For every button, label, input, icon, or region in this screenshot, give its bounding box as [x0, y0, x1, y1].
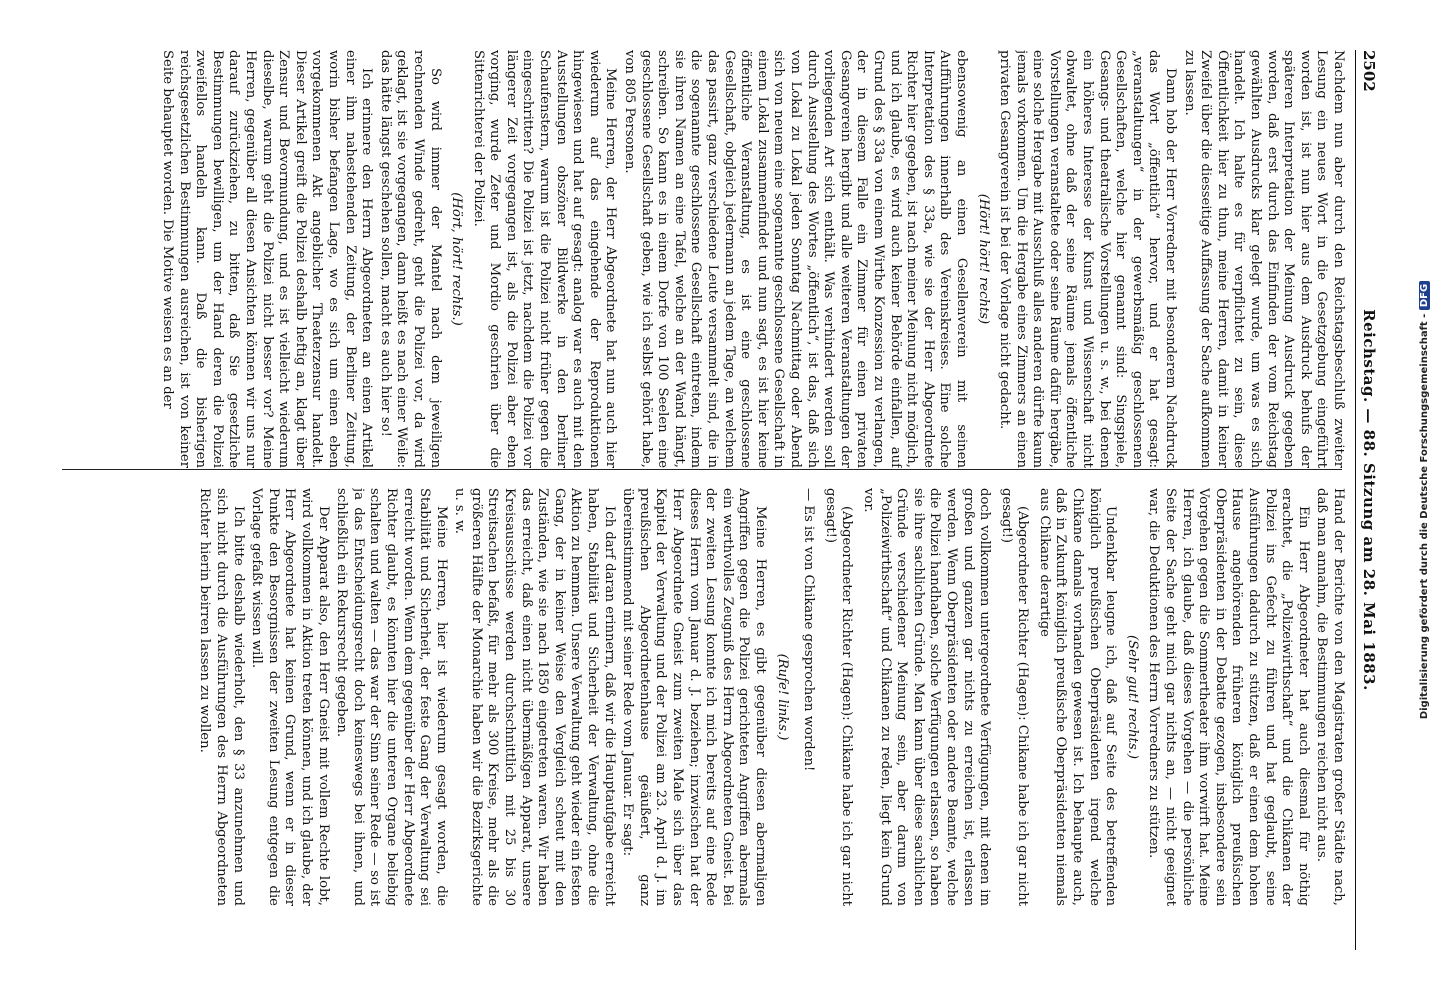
- block-quote: Ich darf daran erinnern, daß wir die Hauptaufgabe erreicht haben, Stabilität und Sicherheit der Verwaltung, ohne die Aktion zu hemmen. Unsere Verwaltung geht wieder ein festen Gang, der in keiner Weise den Vergleich scheut mit den Zuständen, wie sie nach 1850 eingetreten waren. Wir haben das erreicht, daß einen nicht übermäßigen Apparat, unsere Kreisausschüsse werden durchschnittlich mit 25 bis 30 Streitsachen befaßt, für mehr als 300 Kreise, mehr als die größeren Hälfte der Monarchie haben wir die Bezirksgerichte u. s. w.: [452, 488, 617, 906]
- paragraph: Undenkbar leugne ich, daß auf Seite des betreffenden königlich preußischen Oberpräsidenten irgend welche Chikane damals vorhanden gewesen ist. Ich behaupte auch, daß in Zukunft königlich preußische Oberpräsidenten niemals aus Chikane derartige: [1036, 488, 1119, 906]
- paragraph: Dann hob der Herr Vorredner mit besonderem Nachdruck das Wort „öffentlich“ hervor, und er hat gesagt: „veranstaltungen“ in der gewerbsmäßig geschlossenen Gesellschaften, welche hier genannt sind: Singspiele, Gesangs- und theatralische Vorstellungen u. s. w., bei denen ein höheres Interesse der Kunst und Wissenschaft nicht obwaltet, ohne daß der seine Räume jemals öffentliche Vorstellungen veranstaltete oder seine Räume dafür hergäbe, eine solche Hergabe mit Ausschluß alles anderen dürfte kaum jemals vorkommen. Um die Hergabe eines Zimmers an einen privaten Gesangverein ist bei der Vorlage nicht gedacht.: [997, 50, 1179, 468]
- interjection: (Rufe! links.): [774, 653, 790, 741]
- interjection: (Hört! hört! rechts): [975, 193, 991, 325]
- interjection: (Hört, hört! rechts.): [449, 192, 465, 326]
- page-number: 2502: [1360, 50, 1378, 92]
- header-rule: [1355, 50, 1356, 950]
- paragraph: Ein Herr Abgeordneter hat auch diesmal für nöthig erachtet, die „Polizeiwirthschaft“ und die Chikanen der Polizei ins Gefecht zu führen und hat geglaubt, seine Ausführungen dadurch zu stützen, daß er einen dem hohen Hause angehörenden früheren königlich preußischen Oberpräsidenten in der Debatte gezogen, insbesondere sein Vorgehen gegen die Sommertheater ihm vorwirft hat. Meine Herren, ich glaube, daß dieses Vorgehen — die persönliche Seite der Sache geht mich gar nichts an, — nicht geeignet war, die Deduktionen des Herrn Vorredners zu stützen.: [1146, 488, 1311, 906]
- paragraph: ebensowenig an einen Gesellenverein mit seinen Aufführungen innerhalb des Vereinskreises. Eine solche Interpretation des § 33a, wie sie der Herr Abgeordnete Richter hier gegeben, ist nach meiner Meinung nicht möglich, und ich glaube, es wird auch keiner Behörde einfallen, auf Grund des § 33a von einem Wirthe Konzession zu verlangen, der in diesem Falle ein Zimmer für einen privaten Gesangverein hergibt und alle weiteren Veranstaltungen der vorliegenden Art sich enthält. Was verhindert werden soll durch Ausstellung des Wortes „öffentlich“, ist das, daß sich von Lokal zu Lokal jeden Sonntag Nachmittag oder Abend sich von neuem eine sogenannte geschlossene Gesellschaft in einem Lokal zusammenfindet und nun sagt, es ist hier keine öffentliche Veranstaltung, es ist eine geschlossene Gesellschaft, obgleich jedermann an jedem Tage, an welchem das passirt, ganz verschiedene Leute versammelt sind, die in die sogenannte geschlossene Gesellschaft eintreten, indem sie ihren Namen an eine Tafel, welche an der Wand hängt, schreiben. So kann es in einem Dorfe von 100 Seelen eine geschlossene Gesellschaft geben, wie ich selbst gehört habe, von 805 Personen.: [622, 50, 969, 468]
- left-column: [56, 50, 1346, 468]
- dfg-funding-label: [1417, 0, 1432, 1000]
- paragraph: Nachdem nun aber durch den Reichstagsbeschluß zweiter Lesung ein neues Wort in die Gesetzgebung eingeführt worden ist, ist nun hier aus dem Ausdruck behufs der späteren Interpretation der Meinung Ausdruck gegeben worden, daß erst durch das Einfinden der vom Reichstag gewählten Ausdrucks klar gelegt wurde, um was es sich handelt. Ich halte es für verpflichtet zu sein, diese Öffentlichkeit hier zu thun, meine Herren, damit in keiner Zweifel über die diesseitige Auffassung der Sache aufkommen zu lassen.: [1181, 50, 1346, 468]
- running-title: Reichstag. — 88. Sitzung am 28. Mai 1883.: [1360, 309, 1378, 691]
- paragraph: Ich bitte deshalb wiederholt, den § 33 anzunehmen und sich nicht durch die Ausführungen des Herrn Abgeordneten Richter hierin beirren lassen zu wollen.: [197, 488, 246, 906]
- paragraph: Der Apparat also, den Herr Gneist mit vollem Rechte lobt, wird vollkommen in Aktion treten können, und ich glaube, der Herr Abgeordnete hat keinen Grund, wenn er in dieser Punkte den Besorgnissen der zweiten Lesung entgegen die Vorlage gefaßt wissen will.: [249, 488, 331, 906]
- paragraph: — Es ist von Chikane gesprochen worden!: [801, 488, 817, 772]
- scanned-page: [16, 30, 1416, 970]
- column-divider: [62, 469, 1342, 470]
- paragraph: Ich erinnere den Herrn Abgeordneten an einen Artikel einer ihm nahestehenden Zeitung, der Berliner Zeitung, worin bisher befangen Lage, wo es sich um einen eben vorgekommenen Akt angeblicher Theaterzensur handelt. Dieser Artikel greift die Polizei deshalb heftig an, klagt über Zensur und Bevormundung, und es ist vielleicht wiederum dieselbe, warum geht die Polizei nicht besser vor? Meine Herren, gegenüber all diesen Ansichten können wir uns nur darauf zurückziehen, zu bitten, daß Sie gesetzliche Bestimmungen bewilligen, um der Hand deren die Polizei zweifellos handeln kann. Daß die bisherigen reichsgesetzlichen Bestimmungen ausreichen, ist von keiner Seite behauptet worden. Die Motive weisen es an der: [160, 50, 375, 468]
- paragraph: Meine Herren, hier ist wiederum gesagt worden, die Stabilität und Sicherheit, der feste Gang der Verwaltung sei erreicht worden. Wenn dem gegenüber der Herr Abgeordnete Richter glaubt, es könnten hier die unteren Organe beliebig schalten und walten — das war der Sinn seiner Rede — so ist ja das Entscheidungsrecht doch keineswegs bei ihnen, und schließlich ein Rekursrecht gegeben.: [334, 488, 449, 906]
- speaker-interjection: (Abgeordneter Richter (Hagen): Chikane habe ich gar nicht gesagt!): [822, 488, 855, 906]
- paragraph: Meine Herren, es gibt gegenüber diesen abermaligen Angriffen gegen die Polizei gerichteten Angriffen abermals ein werthvolles Zeugniß des Herrn Abgeordneten Gneist. Bei der zweiten Lesung konnte ich mich bereits auf eine Rede dieses Herrn vom Januar d. J. beziehen; inzwischen hat der Herr Abgeordnete Gneist zum zweiten Male sich über das Kapitel der Verwaltung und der Polizei am 23. April d. J. im preußischen Abgeordnetenhause geäußert, ganz übereinstimmend mit seiner Rede vom Januar. Er sagt:: [620, 488, 768, 906]
- paragraph: Hand der Berichte von den Magistraten großer Städte nach, daß man annahm, die Bestimmungen reichen nicht aus.: [1314, 488, 1346, 906]
- page-header: [1348, 50, 1378, 950]
- dfg-logo: DFG: [1419, 281, 1430, 310]
- paragraph: Meine Herren, der Herr Abgeordnete hat nun auch hier wiederum auf das eingehende der Reproduktionen hingewiesen und hat auf gesagt: analog war es auch mit den Ausstellungen obszöner Bildwerke in den berliner Schaufenstern, warum ist die Polizei nicht früher gegen die eingeschritten? Die Polizei ist jetzt, nachdem die Polizei vor längerer Zeit vorgegangen ist, als die Polizei aber eben vorging, wurde Zeter und Mordio geschrien über die Sittenrichterei der Polizei.: [470, 50, 619, 468]
- paragraph: doch vollkommen untergeordnete Verfügungen, mit denen im großen und ganzen gar nichts zu erreichen ist, erlassen werden. Wenn Oberpräsidenten oder andere Beamte, welche die Polizei handhaben, solche Verfügungen erlassen, so haben sie ihre sachlichen Gründe. Man kann über diese sachlichen Gründe verschiedener Meinung sein, aber darum von „Polizeiwirthschaft“ und Chikanen zu reden, liegt kein Grund vor.: [860, 488, 993, 906]
- funding-text: Digitalisierung gefördert durch die Deutsche Forschungsgemeinschaft -: [1419, 313, 1430, 720]
- speaker-interjection: (Abgeordneter Richter (Hagen): Chikane habe ich gar nicht gesagt!): [998, 488, 1031, 906]
- right-column: [56, 488, 1346, 906]
- paragraph: So wird immer der Mantel nach dem jeweiligen rechnenden Winde gedreht, geht die Polizei vor, da wird geklagt, ist sie vorgegangen, dann heißt es nach einer Weile: das hätte längst geschehen sollen, macht es auch hier so!: [377, 50, 443, 468]
- interjection: (Sehr gut! rechts.): [1124, 634, 1140, 760]
